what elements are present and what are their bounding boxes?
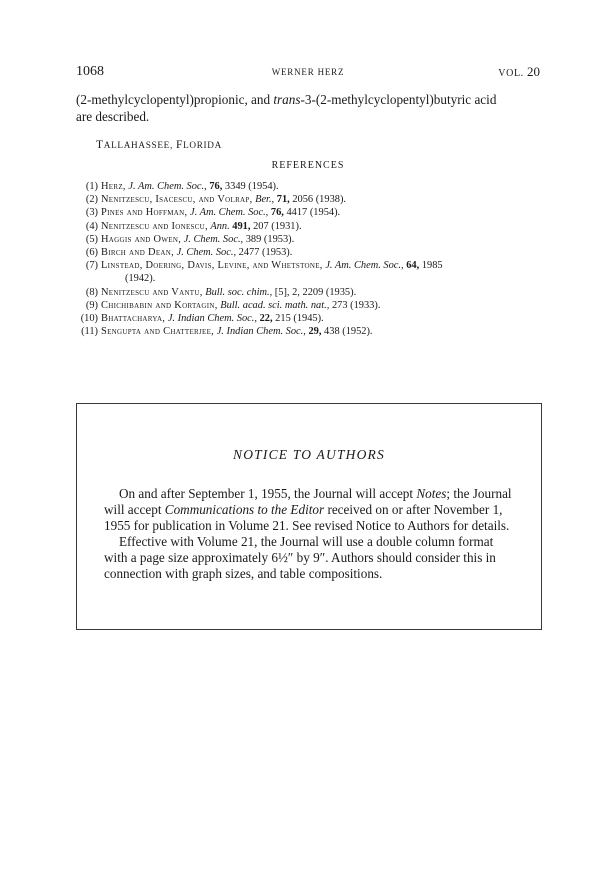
reference-item: [76, 325, 546, 338]
reference-details: 207 (1931).: [250, 220, 302, 232]
volume-info: [498, 64, 540, 80]
reference-item: [76, 233, 546, 246]
reference-authors: Birch and Dean,: [101, 247, 175, 259]
reference-volume: 64,: [403, 260, 420, 272]
notice-paragraph-1: [104, 486, 514, 534]
location-city-initial: T: [96, 139, 104, 151]
reference-details: 2056 (1938).: [289, 194, 347, 206]
author-location: [96, 139, 222, 151]
reference-details: 1985: [419, 260, 443, 272]
reference-details: 4417 (1954).: [283, 207, 341, 219]
continued-paragraph: [76, 92, 544, 125]
reference-authors: Haggis and Owen,: [101, 233, 182, 245]
notice-paragraph-2: Effective with Volume 21, the Journal will use a double column format with a page size approximately 6½″ by 9″. Authors should consider this in connection with graph sizes, and table compositions.: [104, 534, 496, 581]
reference-journal: J. Am. Chem. Soc.,: [125, 181, 207, 192]
reference-number: (2): [85, 194, 98, 206]
reference-authors: Linstead, Doering, Davis, Levine, and Whetstone,: [101, 260, 323, 272]
reference-item: [76, 286, 546, 299]
notice-p1-b: ; the Journal will accept: [104, 486, 512, 517]
reference-volume: 491,: [229, 220, 251, 232]
reference-number: (4): [85, 220, 98, 232]
continued-text-1a: (2-methylcyclopentyl)propionic, and: [76, 92, 274, 107]
notice-body: [104, 486, 514, 582]
reference-details: 3349 (1954).: [222, 181, 279, 192]
reference-item: [76, 206, 546, 219]
reference-authors: Sengupta and Chatterjee,: [101, 326, 215, 338]
notice-communications: Communications to the Editor: [164, 502, 325, 517]
reference-volume: 29,: [305, 326, 322, 338]
reference-authors: Nenitzescu and Vantu,: [101, 286, 203, 298]
volume-number: 20: [527, 64, 540, 79]
reference-number: (1): [85, 181, 98, 192]
notice-notes: Notes: [416, 486, 447, 501]
reference-journal: J. Indian Chem. Soc.,: [165, 313, 257, 325]
volume-label: VOL.: [498, 68, 524, 79]
reference-number: (5): [85, 233, 98, 245]
running-head-author: WERNER HERZ: [271, 67, 345, 77]
reference-details: 273 (1933).: [329, 299, 381, 311]
reference-details: 438 (1952).: [321, 326, 373, 338]
continued-text-1b: -3-(2-methylcyclopentyl)butyric acid: [300, 92, 497, 107]
reference-item: [76, 259, 546, 285]
location-separator: ,: [169, 140, 176, 150]
references-list: [76, 180, 546, 338]
continued-text-2: are described.: [76, 108, 150, 124]
reference-authors: Nenitzescu, Isacescu, and Volrap,: [101, 194, 253, 206]
reference-journal: J. Am. Chem. Soc.,: [322, 260, 404, 272]
reference-details: [5], 2, 2209 (1935).: [272, 286, 357, 298]
reference-authors: Herz,: [101, 181, 126, 192]
reference-number: (11): [81, 326, 98, 338]
reference-details: 2477 (1953).: [236, 247, 293, 259]
reference-journal: J. Indian Chem. Soc.,: [214, 326, 306, 338]
reference-journal: Bull. soc. chim.,: [202, 286, 273, 298]
reference-volume: 76,: [268, 207, 284, 219]
reference-authors: Bhattacharya,: [101, 313, 166, 325]
reference-details: 215 (1945).: [272, 313, 324, 325]
reference-item: [76, 246, 546, 259]
reference-journal: Ber.,: [252, 194, 275, 206]
reference-item: [76, 299, 546, 312]
continued-text-italic: trans: [273, 92, 301, 107]
reference-authors: Chichibabin and Kortagin,: [101, 299, 218, 311]
reference-number: (7): [85, 260, 98, 272]
location-state-rest: LORIDA: [183, 140, 222, 150]
reference-authors: Nenitzescu and Ionescu,: [101, 220, 208, 232]
running-head: [76, 64, 540, 80]
reference-volume: 76,: [206, 181, 223, 192]
notice-p1-c: received on or after November 1, 1955 for publication in Volume 21. See revised Notice to Authors for details.: [104, 502, 510, 533]
reference-item: [76, 312, 546, 325]
reference-journal: J. Chem. Soc.,: [181, 233, 244, 245]
reference-number: (6): [85, 247, 98, 259]
reference-number: (8): [85, 286, 98, 298]
page-number: 1068: [76, 64, 104, 79]
reference-number: (10): [80, 313, 98, 325]
reference-volume: 71,: [274, 194, 290, 206]
reference-volume: 22,: [256, 313, 273, 325]
location-city-rest: ALLAHASSEE: [103, 140, 170, 150]
references-heading: REFERENCES: [271, 160, 345, 171]
reference-journal: J. Chem. Soc.,: [174, 247, 237, 259]
reference-item: [76, 193, 546, 206]
reference-number: (3): [85, 207, 98, 219]
reference-item: [76, 180, 546, 193]
location-state-initial: F: [175, 139, 184, 151]
reference-journal: Ann.: [207, 220, 230, 232]
notice-p1-a: On and after September 1, 1955, the Journal will accept: [119, 486, 417, 501]
reference-details: 389 (1953).: [243, 233, 295, 245]
reference-authors: Pines and Hoffman,: [101, 207, 188, 219]
notice-title: NOTICE TO AUTHORS: [233, 447, 385, 462]
reference-item: [76, 220, 546, 233]
reference-journal: Bull. acad. sci. math. nat.,: [217, 299, 330, 311]
reference-journal: J. Am. Chem. Soc.,: [187, 207, 269, 219]
reference-continuation: (1942).: [125, 273, 156, 285]
reference-number: (9): [85, 299, 98, 311]
